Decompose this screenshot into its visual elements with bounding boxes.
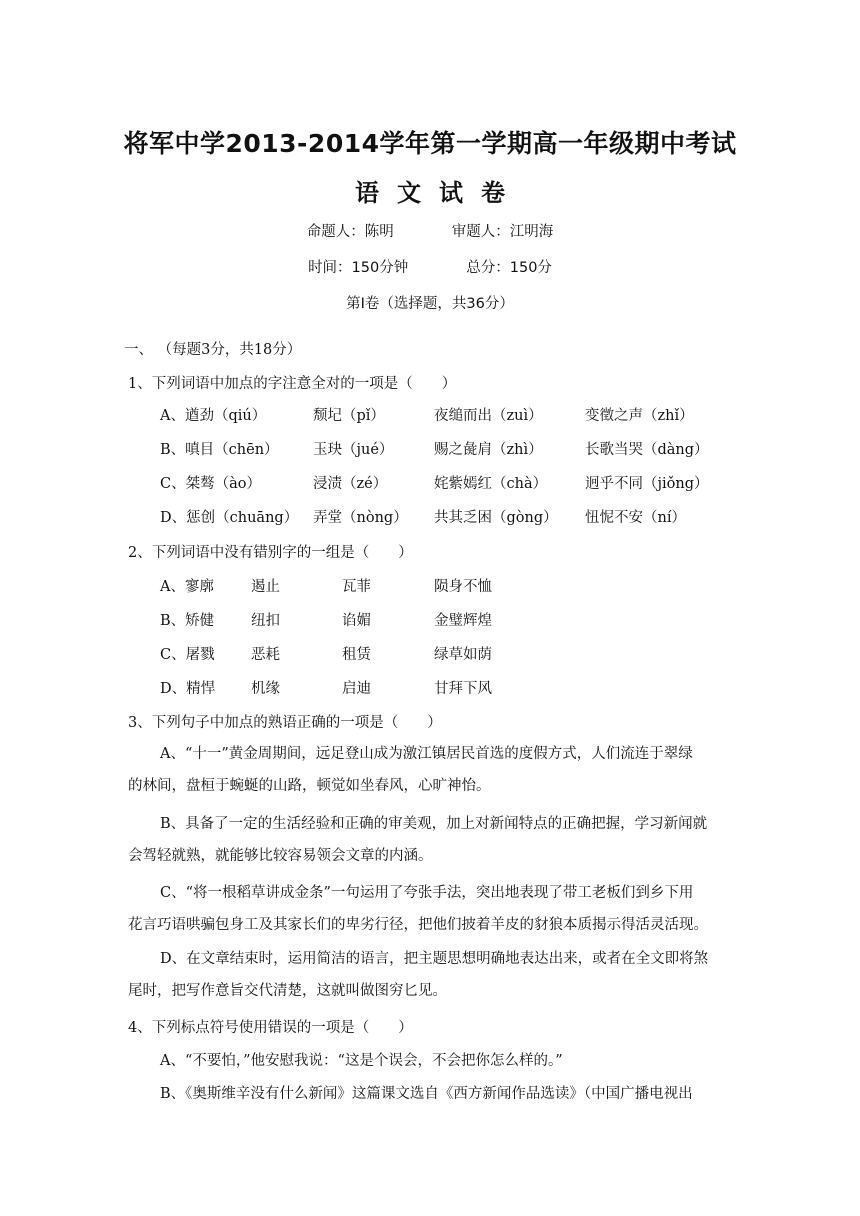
- q3-option-b-line2: 会驾轻就熟，就能够比较容易领会文章的内涵。: [128, 848, 433, 864]
- q2-a-2: 遏止: [251, 579, 280, 595]
- q2-row-a: [0, 575, 860, 597]
- q1-b-4: 长歌当哭（dàng）: [585, 442, 709, 458]
- time-total-line: [0, 256, 860, 277]
- q1-c-2: 浸渍（zé）: [313, 476, 388, 492]
- q3-option-c-line1: C、“将一根稻草讲成金条”一句运用了夸张手法，突出地表现了带工老板们到乡下用: [160, 885, 694, 901]
- reviewer-label: 审题人：江明海: [451, 224, 554, 240]
- q4-option-b: B、《奥斯维辛没有什么新闻》这篇课文选自《西方新闻作品选读》（中国广播电视出: [160, 1086, 693, 1102]
- q2-b-4: 金璧辉煌: [434, 613, 492, 629]
- q1-row-d: [0, 506, 860, 528]
- q2-row-b: [0, 609, 860, 631]
- q1-a-4: 变徵之声（zhǐ）: [585, 408, 694, 424]
- q2-b-2: 纽扣: [251, 613, 280, 629]
- q2-d-3: 启迪: [342, 681, 371, 697]
- q1-b-1: B、嗔目（chēn）: [160, 442, 279, 458]
- q3-option-b-line1: B、具备了一定的生活经验和正确的审美观，加上对新闻特点的正确把握，学习新闻就: [160, 816, 708, 832]
- setter-label: 命题人：陈明: [306, 224, 394, 240]
- q1-d-2: 弄堂（nòng）: [313, 510, 408, 526]
- q1-stem: 1、下列词语中加点的字注意全对的一项是（ ）: [128, 376, 457, 392]
- q2-stem: 2、下列词语中没有错别字的一组是（ ）: [128, 545, 413, 561]
- q2-a-1: A、寥廓: [160, 579, 214, 595]
- q3-option-d-line2: 尾时，把写作意旨交代清楚，这就叫做图穷匕见。: [128, 983, 447, 999]
- section-heading: 一、 （每题3分，共18分）: [124, 342, 302, 358]
- q4-stem: 4、下列标点符号使用错误的一项是（ ）: [128, 1020, 413, 1036]
- q1-c-3: 姹紫嫣红（chà）: [434, 476, 548, 492]
- q1-c-4: 迥乎不同（jiǒng）: [585, 476, 709, 492]
- q2-c-4: 绿草如荫: [434, 647, 492, 663]
- exam-title: 将军中学2013-2014学年第一学期高一年级期中考试: [123, 129, 737, 158]
- exam-subtitle: 语文试卷: [355, 179, 523, 207]
- q3-option-d-line1: D、在文章结束时，运用简洁的语言，把主题思想明确地表达出来，或者在全文即将煞: [160, 951, 709, 967]
- q2-a-4: 陨身不恤: [434, 579, 492, 595]
- q3-option-c-line2: 花言巧语哄骗包身工及其家长们的卑劣行径，把他们披着羊皮的豺狼本质揭示得活灵活现。: [128, 917, 708, 933]
- q1-d-3: 共其乏困（gòng）: [434, 510, 558, 526]
- q3-option-a-line1: A、“十一”黄金周期间，远足登山成为激江镇居民首选的度假方式，人们流连于翠绿: [160, 746, 693, 762]
- q2-d-1: D、精悍: [160, 681, 216, 697]
- q3-stem: 3、下列句子中加点的熟语正确的一项是（ ）: [128, 715, 442, 731]
- time-label: 时间：150分钟: [308, 260, 409, 276]
- q1-a-3: 夜缒而出（zuì）: [434, 408, 543, 424]
- q1-d-1: D、惩创（chuāng）: [160, 510, 299, 526]
- q3-option-a-line2: 的林间，盘桓于蜿蜒的山路，顿觉如坐春风，心旷神怡。: [128, 778, 491, 794]
- q1-b-3: 赐之彘肩（zhì）: [434, 442, 543, 458]
- q2-d-2: 机缘: [251, 681, 280, 697]
- q1-c-1: C、桀骜（ào）: [160, 476, 261, 492]
- q2-row-c: [0, 643, 860, 665]
- q2-a-3: 瓦菲: [342, 579, 371, 595]
- volume-heading: 第Ⅰ卷（选择题，共36分）: [346, 296, 514, 312]
- q2-c-1: C、屠戮: [160, 647, 215, 663]
- setter-reviewer-line: [0, 220, 860, 241]
- q1-a-1: A、遒劲（qiú）: [160, 408, 267, 424]
- q2-c-2: 恶耗: [251, 647, 280, 663]
- q1-b-2: 玉玦（jué）: [313, 442, 394, 458]
- q1-row-a: [0, 404, 860, 426]
- total-label: 总分：150分: [466, 260, 552, 276]
- q2-row-d: [0, 677, 860, 699]
- q4-option-a: A、“不要怕，”他安慰我说：“这是个误会，不会把你怎么样的。”: [160, 1053, 563, 1069]
- q1-row-b: [0, 438, 860, 460]
- q1-row-c: [0, 472, 860, 494]
- q2-b-3: 谄媚: [342, 613, 371, 629]
- q2-d-4: 甘拜下风: [434, 681, 492, 697]
- q1-a-2: 颓圮（pǐ）: [313, 408, 385, 424]
- q2-c-3: 租赁: [342, 647, 371, 663]
- q1-d-4: 忸怩不安（ní）: [585, 510, 686, 526]
- q2-b-1: B、矫健: [160, 613, 215, 629]
